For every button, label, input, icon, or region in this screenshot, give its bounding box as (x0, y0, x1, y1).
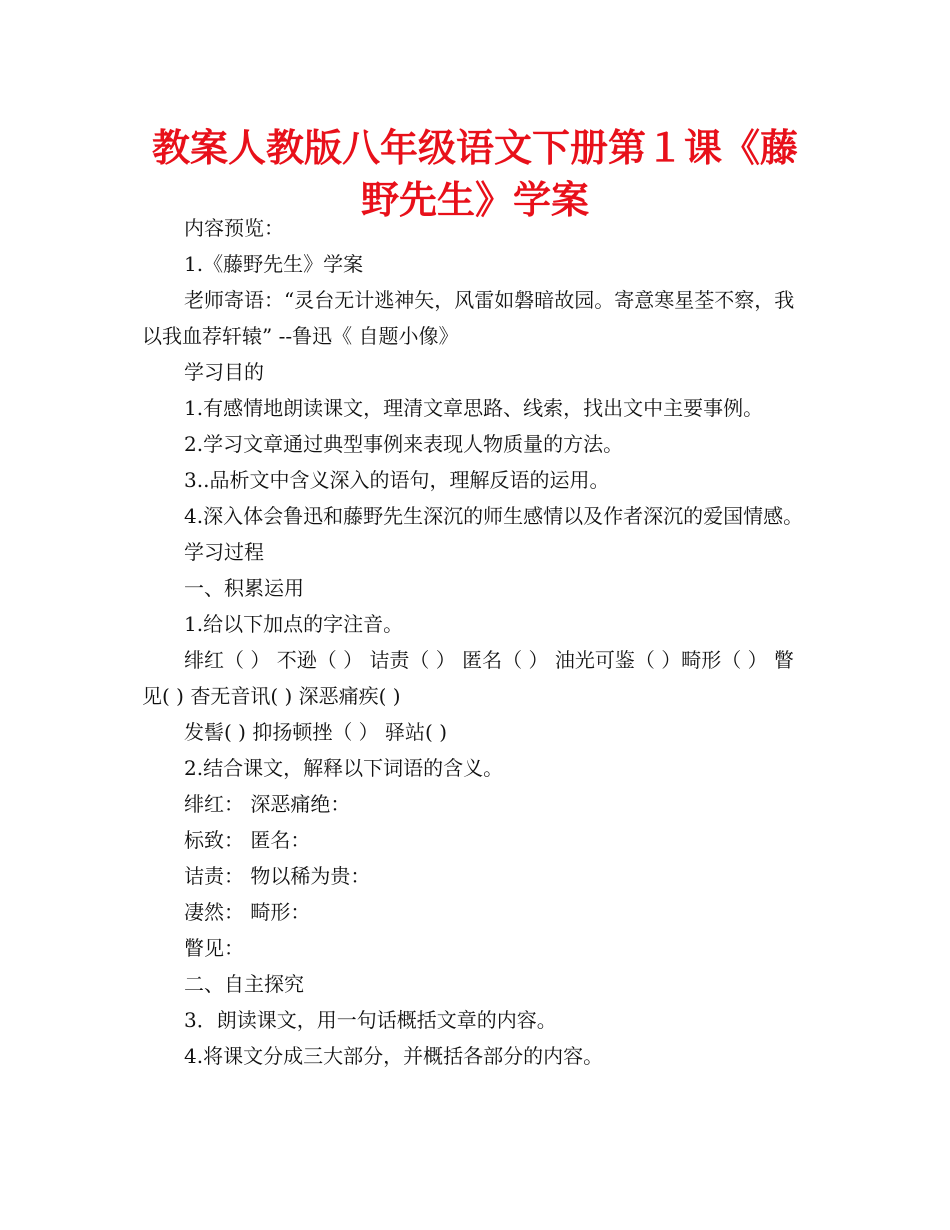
paragraph-vocab-row-2: 标致： 匿名： (184, 828, 311, 852)
paragraph-vocab-row-5: 瞥见： (184, 936, 244, 960)
paragraph-process-heading: 学习过程 (184, 540, 264, 564)
document-title: 教案人教版八年级语文下册第１课《藤野先生》学案 (151, 126, 798, 222)
paragraph-question-4: 4.将课文分成三大部分，并概括各部分的内容。 (184, 1044, 604, 1068)
paragraph-goal-2: 2.学习文章通过典型事例来表现人物质量的方法。 (184, 432, 624, 456)
paragraph-vocab-row-3: 诘责： 物以稀为贵： (184, 864, 371, 888)
paragraph-pinyin-items-1: 绯红（ ） 不逊（ ） 诘责（ ） 匿名（ ） 油光可鉴（ ）畸形（ ） 瞥见( ) 杳无音讯( ) 深恶痛疾( ) (142, 648, 794, 708)
paragraph-question-1: 1.给以下加点的字注音。 (184, 612, 404, 636)
paragraph-preview-label: 内容预览： (184, 216, 284, 240)
paragraph-goal-4: 4.深入体会鲁迅和藤野先生深沉的师生感情以及作者深沉的爱国情感。 (184, 504, 804, 528)
paragraph-goal-1: 1.有感情地朗读课文，理清文章思路、线索，找出文中主要事例。 (184, 396, 764, 420)
paragraph-goal-3: 3..品析文中含义深入的语句，理解反语的运用。 (184, 468, 610, 492)
paragraph-section-1-heading: 一、积累运用 (184, 576, 304, 600)
paragraph-vocab-row-4: 凄然： 畸形： (184, 900, 311, 924)
paragraph-question-2: 2.结合课文，解释以下词语的含义。 (184, 756, 504, 780)
paragraph-goals-heading: 学习目的 (184, 360, 264, 384)
paragraph-lesson-title: 1.《藤野先生》学案 (184, 252, 364, 276)
paragraph-pinyin-items-2: 发髻( ) 抑扬顿挫（ ） 驿站( ) (184, 720, 447, 744)
paragraph-section-2-heading: 二、自主探究 (184, 972, 304, 996)
paragraph-question-3: 3．朗读课文，用一句话概括文章的内容。 (184, 1008, 557, 1032)
paragraph-vocab-row-1: 绯红： 深恶痛绝： (184, 792, 351, 816)
paragraph-teacher-message: 老师寄语：“灵台无计逃神矢，风雷如磐暗故园。寄意寒星荃不察，我以我血荐轩辕” --鲁迅《 自题小像》 (142, 288, 795, 348)
document-body (142, 210, 812, 1074)
